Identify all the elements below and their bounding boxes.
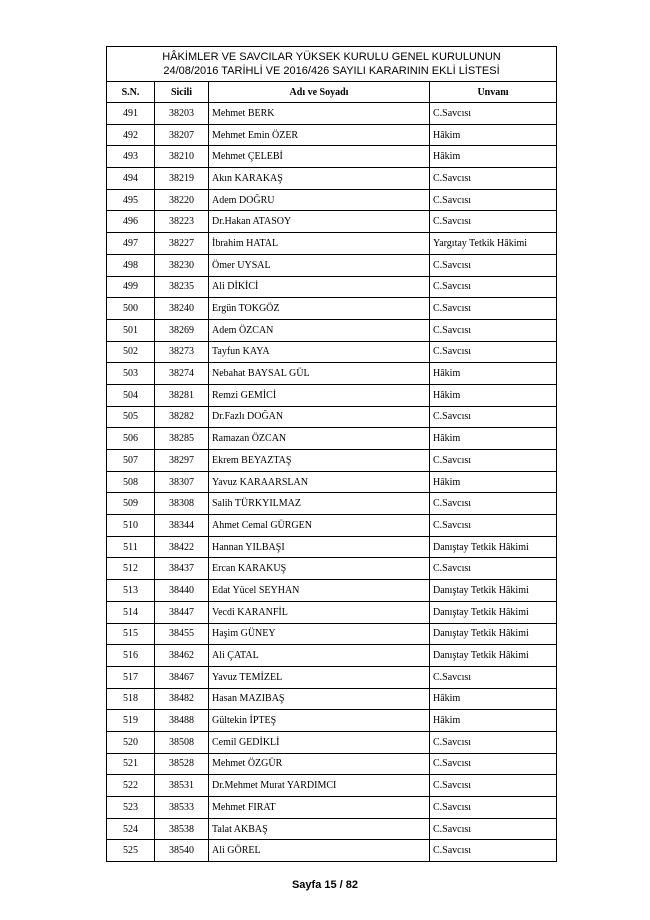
table-row — [107, 450, 557, 472]
table-row — [107, 471, 557, 493]
name-cell: Nebahat BAYSAL GÜL — [209, 363, 430, 385]
unvan-cell: C.Savcısı — [430, 298, 557, 320]
sn-cell: 497 — [107, 233, 155, 255]
sicil-cell: 38203 — [155, 103, 209, 125]
table-row — [107, 493, 557, 515]
sn-cell: 511 — [107, 536, 155, 558]
sicil-cell: 38230 — [155, 254, 209, 276]
unvan-cell: Hâkim — [430, 384, 557, 406]
table-row — [107, 233, 557, 255]
sn-cell: 496 — [107, 211, 155, 233]
name-cell: Mehmet Emin ÖZER — [209, 124, 430, 146]
title-line-1: HÂKİMLER VE SAVCILAR YÜKSEK KURULU GENEL KURULUNUN — [162, 51, 501, 63]
name-cell: İbrahim HATAL — [209, 233, 430, 255]
table-row — [107, 254, 557, 276]
name-cell: Gültekin İPTEŞ — [209, 710, 430, 732]
table-row — [107, 276, 557, 298]
sn-cell: 494 — [107, 168, 155, 190]
sicil-cell: 38440 — [155, 580, 209, 602]
sn-cell: 524 — [107, 818, 155, 840]
unvan-cell: C.Savcısı — [430, 254, 557, 276]
sn-cell: 512 — [107, 558, 155, 580]
table-row — [107, 666, 557, 688]
sicil-cell: 38223 — [155, 211, 209, 233]
table-row — [107, 124, 557, 146]
unvan-cell: C.Savcısı — [430, 840, 557, 862]
sn-cell: 491 — [107, 103, 155, 125]
sn-cell: 507 — [107, 450, 155, 472]
unvan-cell: C.Savcısı — [430, 515, 557, 537]
name-cell: Adem DOĞRU — [209, 189, 430, 211]
name-cell: Ergün TOKGÖZ — [209, 298, 430, 320]
name-cell: Ahmet Cemal GÜRGEN — [209, 515, 430, 537]
sn-cell: 517 — [107, 666, 155, 688]
name-cell: Cemil GEDİKLİ — [209, 731, 430, 753]
unvan-cell: C.Savcısı — [430, 168, 557, 190]
unvan-cell: Danıştay Tetkik Hâkimi — [430, 601, 557, 623]
name-cell: Haşim GÜNEY — [209, 623, 430, 645]
unvan-cell: C.Savcısı — [430, 276, 557, 298]
table-row — [107, 797, 557, 819]
unvan-cell: Hâkim — [430, 471, 557, 493]
sn-cell: 503 — [107, 363, 155, 385]
table-row — [107, 515, 557, 537]
sicil-cell: 38307 — [155, 471, 209, 493]
table-row — [107, 298, 557, 320]
sicil-cell: 38240 — [155, 298, 209, 320]
table-row — [107, 601, 557, 623]
table-row — [107, 558, 557, 580]
table-row — [107, 384, 557, 406]
table-row — [107, 580, 557, 602]
sn-cell: 495 — [107, 189, 155, 211]
name-cell: Edat Yücel SEYHAN — [209, 580, 430, 602]
table-title — [107, 47, 557, 82]
title-line-2: 24/08/2016 TARİHLİ VE 2016/426 SAYILI KARARININ EKLİ LİSTESİ — [163, 65, 500, 77]
column-header-sicil: Sicili — [155, 82, 209, 103]
unvan-cell: C.Savcısı — [430, 753, 557, 775]
unvan-cell: C.Savcısı — [430, 493, 557, 515]
judges-list-table — [106, 46, 557, 862]
name-cell: Akın KARAKAŞ — [209, 168, 430, 190]
sicil-cell: 38281 — [155, 384, 209, 406]
sicil-cell: 38447 — [155, 601, 209, 623]
table-row — [107, 753, 557, 775]
sn-cell: 499 — [107, 276, 155, 298]
unvan-cell: Hâkim — [430, 124, 557, 146]
sicil-cell: 38210 — [155, 146, 209, 168]
sn-cell: 500 — [107, 298, 155, 320]
sn-cell: 521 — [107, 753, 155, 775]
sn-cell: 501 — [107, 319, 155, 341]
unvan-cell: Hâkim — [430, 428, 557, 450]
table-row — [107, 341, 557, 363]
sicil-cell: 38207 — [155, 124, 209, 146]
sn-cell: 518 — [107, 688, 155, 710]
sn-cell: 498 — [107, 254, 155, 276]
table-row — [107, 623, 557, 645]
name-cell: Tayfun KAYA — [209, 341, 430, 363]
unvan-cell: Hâkim — [430, 688, 557, 710]
column-header-row — [107, 82, 557, 103]
table-row — [107, 645, 557, 667]
table-row — [107, 818, 557, 840]
table-row — [107, 406, 557, 428]
name-cell: Mehmet FIRAT — [209, 797, 430, 819]
unvan-cell: Danıştay Tetkik Hâkimi — [430, 536, 557, 558]
sicil-cell: 38269 — [155, 319, 209, 341]
sicil-cell: 38285 — [155, 428, 209, 450]
sicil-cell: 38538 — [155, 818, 209, 840]
table-row — [107, 211, 557, 233]
table-row — [107, 710, 557, 732]
unvan-cell: C.Savcısı — [430, 797, 557, 819]
sicil-cell: 38482 — [155, 688, 209, 710]
sn-cell: 508 — [107, 471, 155, 493]
sn-cell: 493 — [107, 146, 155, 168]
name-cell: Vecdi KARANFİL — [209, 601, 430, 623]
sn-cell: 525 — [107, 840, 155, 862]
sn-cell: 515 — [107, 623, 155, 645]
sicil-cell: 38308 — [155, 493, 209, 515]
sicil-cell: 38282 — [155, 406, 209, 428]
sicil-cell: 38533 — [155, 797, 209, 819]
name-cell: Ekrem BEYAZTAŞ — [209, 450, 430, 472]
sicil-cell: 38488 — [155, 710, 209, 732]
sicil-cell: 38220 — [155, 189, 209, 211]
unvan-cell: C.Savcısı — [430, 211, 557, 233]
sicil-cell: 38437 — [155, 558, 209, 580]
name-cell: Ali DİKİCİ — [209, 276, 430, 298]
name-cell: Ali ÇATAL — [209, 645, 430, 667]
sicil-cell: 38227 — [155, 233, 209, 255]
table-row — [107, 775, 557, 797]
unvan-cell: C.Savcısı — [430, 818, 557, 840]
name-cell: Ali GÖREL — [209, 840, 430, 862]
unvan-cell: C.Savcısı — [430, 731, 557, 753]
sicil-cell: 38273 — [155, 341, 209, 363]
name-cell: Ömer UYSAL — [209, 254, 430, 276]
unvan-cell: Hâkim — [430, 363, 557, 385]
name-cell: Salih TÜRKYILMAZ — [209, 493, 430, 515]
name-cell: Dr.Mehmet Murat YARDIMCI — [209, 775, 430, 797]
unvan-cell: C.Savcısı — [430, 341, 557, 363]
sicil-cell: 38540 — [155, 840, 209, 862]
sn-cell: 510 — [107, 515, 155, 537]
unvan-cell: C.Savcısı — [430, 775, 557, 797]
sn-cell: 523 — [107, 797, 155, 819]
name-cell: Adem ÖZCAN — [209, 319, 430, 341]
unvan-cell: C.Savcısı — [430, 189, 557, 211]
unvan-cell: C.Savcısı — [430, 406, 557, 428]
unvan-cell: Hâkim — [430, 710, 557, 732]
sn-cell: 514 — [107, 601, 155, 623]
column-header-name: Adı ve Soyadı — [209, 82, 430, 103]
sn-cell: 492 — [107, 124, 155, 146]
name-cell: Yavuz TEMİZEL — [209, 666, 430, 688]
page-number: Sayfa 15 / 82 — [291, 879, 359, 891]
name-cell: Ercan KARAKUŞ — [209, 558, 430, 580]
table-row — [107, 168, 557, 190]
sicil-cell: 38455 — [155, 623, 209, 645]
sn-cell: 513 — [107, 580, 155, 602]
name-cell: Dr.Fazlı DOĞAN — [209, 406, 430, 428]
name-cell: Hasan MAZIBAŞ — [209, 688, 430, 710]
sn-cell: 505 — [107, 406, 155, 428]
table-row — [107, 428, 557, 450]
table-row — [107, 189, 557, 211]
unvan-cell: Yargıtay Tetkik Hâkimi — [430, 233, 557, 255]
sicil-cell: 38235 — [155, 276, 209, 298]
table-row — [107, 731, 557, 753]
table-row — [107, 536, 557, 558]
sn-cell: 509 — [107, 493, 155, 515]
column-header-sn: S.N. — [107, 82, 155, 103]
sicil-cell: 38219 — [155, 168, 209, 190]
sn-cell: 506 — [107, 428, 155, 450]
sicil-cell: 38297 — [155, 450, 209, 472]
name-cell: Mehmet BERK — [209, 103, 430, 125]
table-body — [107, 103, 557, 862]
sicil-cell: 38462 — [155, 645, 209, 667]
sicil-cell: 38531 — [155, 775, 209, 797]
sicil-cell: 38528 — [155, 753, 209, 775]
unvan-cell: Danıştay Tetkik Hâkimi — [430, 580, 557, 602]
sn-cell: 520 — [107, 731, 155, 753]
name-cell: Remzi GEMİCİ — [209, 384, 430, 406]
sn-cell: 522 — [107, 775, 155, 797]
name-cell: Dr.Hakan ATASOY — [209, 211, 430, 233]
sicil-cell: 38274 — [155, 363, 209, 385]
name-cell: Hannan YILBAŞI — [209, 536, 430, 558]
sicil-cell: 38344 — [155, 515, 209, 537]
unvan-cell: Danıştay Tetkik Hâkimi — [430, 645, 557, 667]
table-row — [107, 319, 557, 341]
column-header-unvan: Unvanı — [430, 82, 557, 103]
sn-cell: 504 — [107, 384, 155, 406]
unvan-cell: Hâkim — [430, 146, 557, 168]
unvan-cell: C.Savcısı — [430, 450, 557, 472]
sn-cell: 502 — [107, 341, 155, 363]
name-cell: Yavuz KARAARSLAN — [209, 471, 430, 493]
name-cell: Mehmet ÇELEBİ — [209, 146, 430, 168]
sicil-cell: 38467 — [155, 666, 209, 688]
sn-cell: 516 — [107, 645, 155, 667]
name-cell: Mehmet ÖZGÜR — [209, 753, 430, 775]
name-cell: Talat AKBAŞ — [209, 818, 430, 840]
unvan-cell: C.Savcısı — [430, 666, 557, 688]
sn-cell: 519 — [107, 710, 155, 732]
unvan-cell: Danıştay Tetkik Hâkimi — [430, 623, 557, 645]
unvan-cell: C.Savcısı — [430, 558, 557, 580]
table-row — [107, 840, 557, 862]
name-cell: Ramazan ÖZCAN — [209, 428, 430, 450]
sicil-cell: 38422 — [155, 536, 209, 558]
table-row — [107, 363, 557, 385]
unvan-cell: C.Savcısı — [430, 319, 557, 341]
table-row — [107, 146, 557, 168]
unvan-cell: C.Savcısı — [430, 103, 557, 125]
table-row — [107, 103, 557, 125]
table-row — [107, 688, 557, 710]
sicil-cell: 38508 — [155, 731, 209, 753]
